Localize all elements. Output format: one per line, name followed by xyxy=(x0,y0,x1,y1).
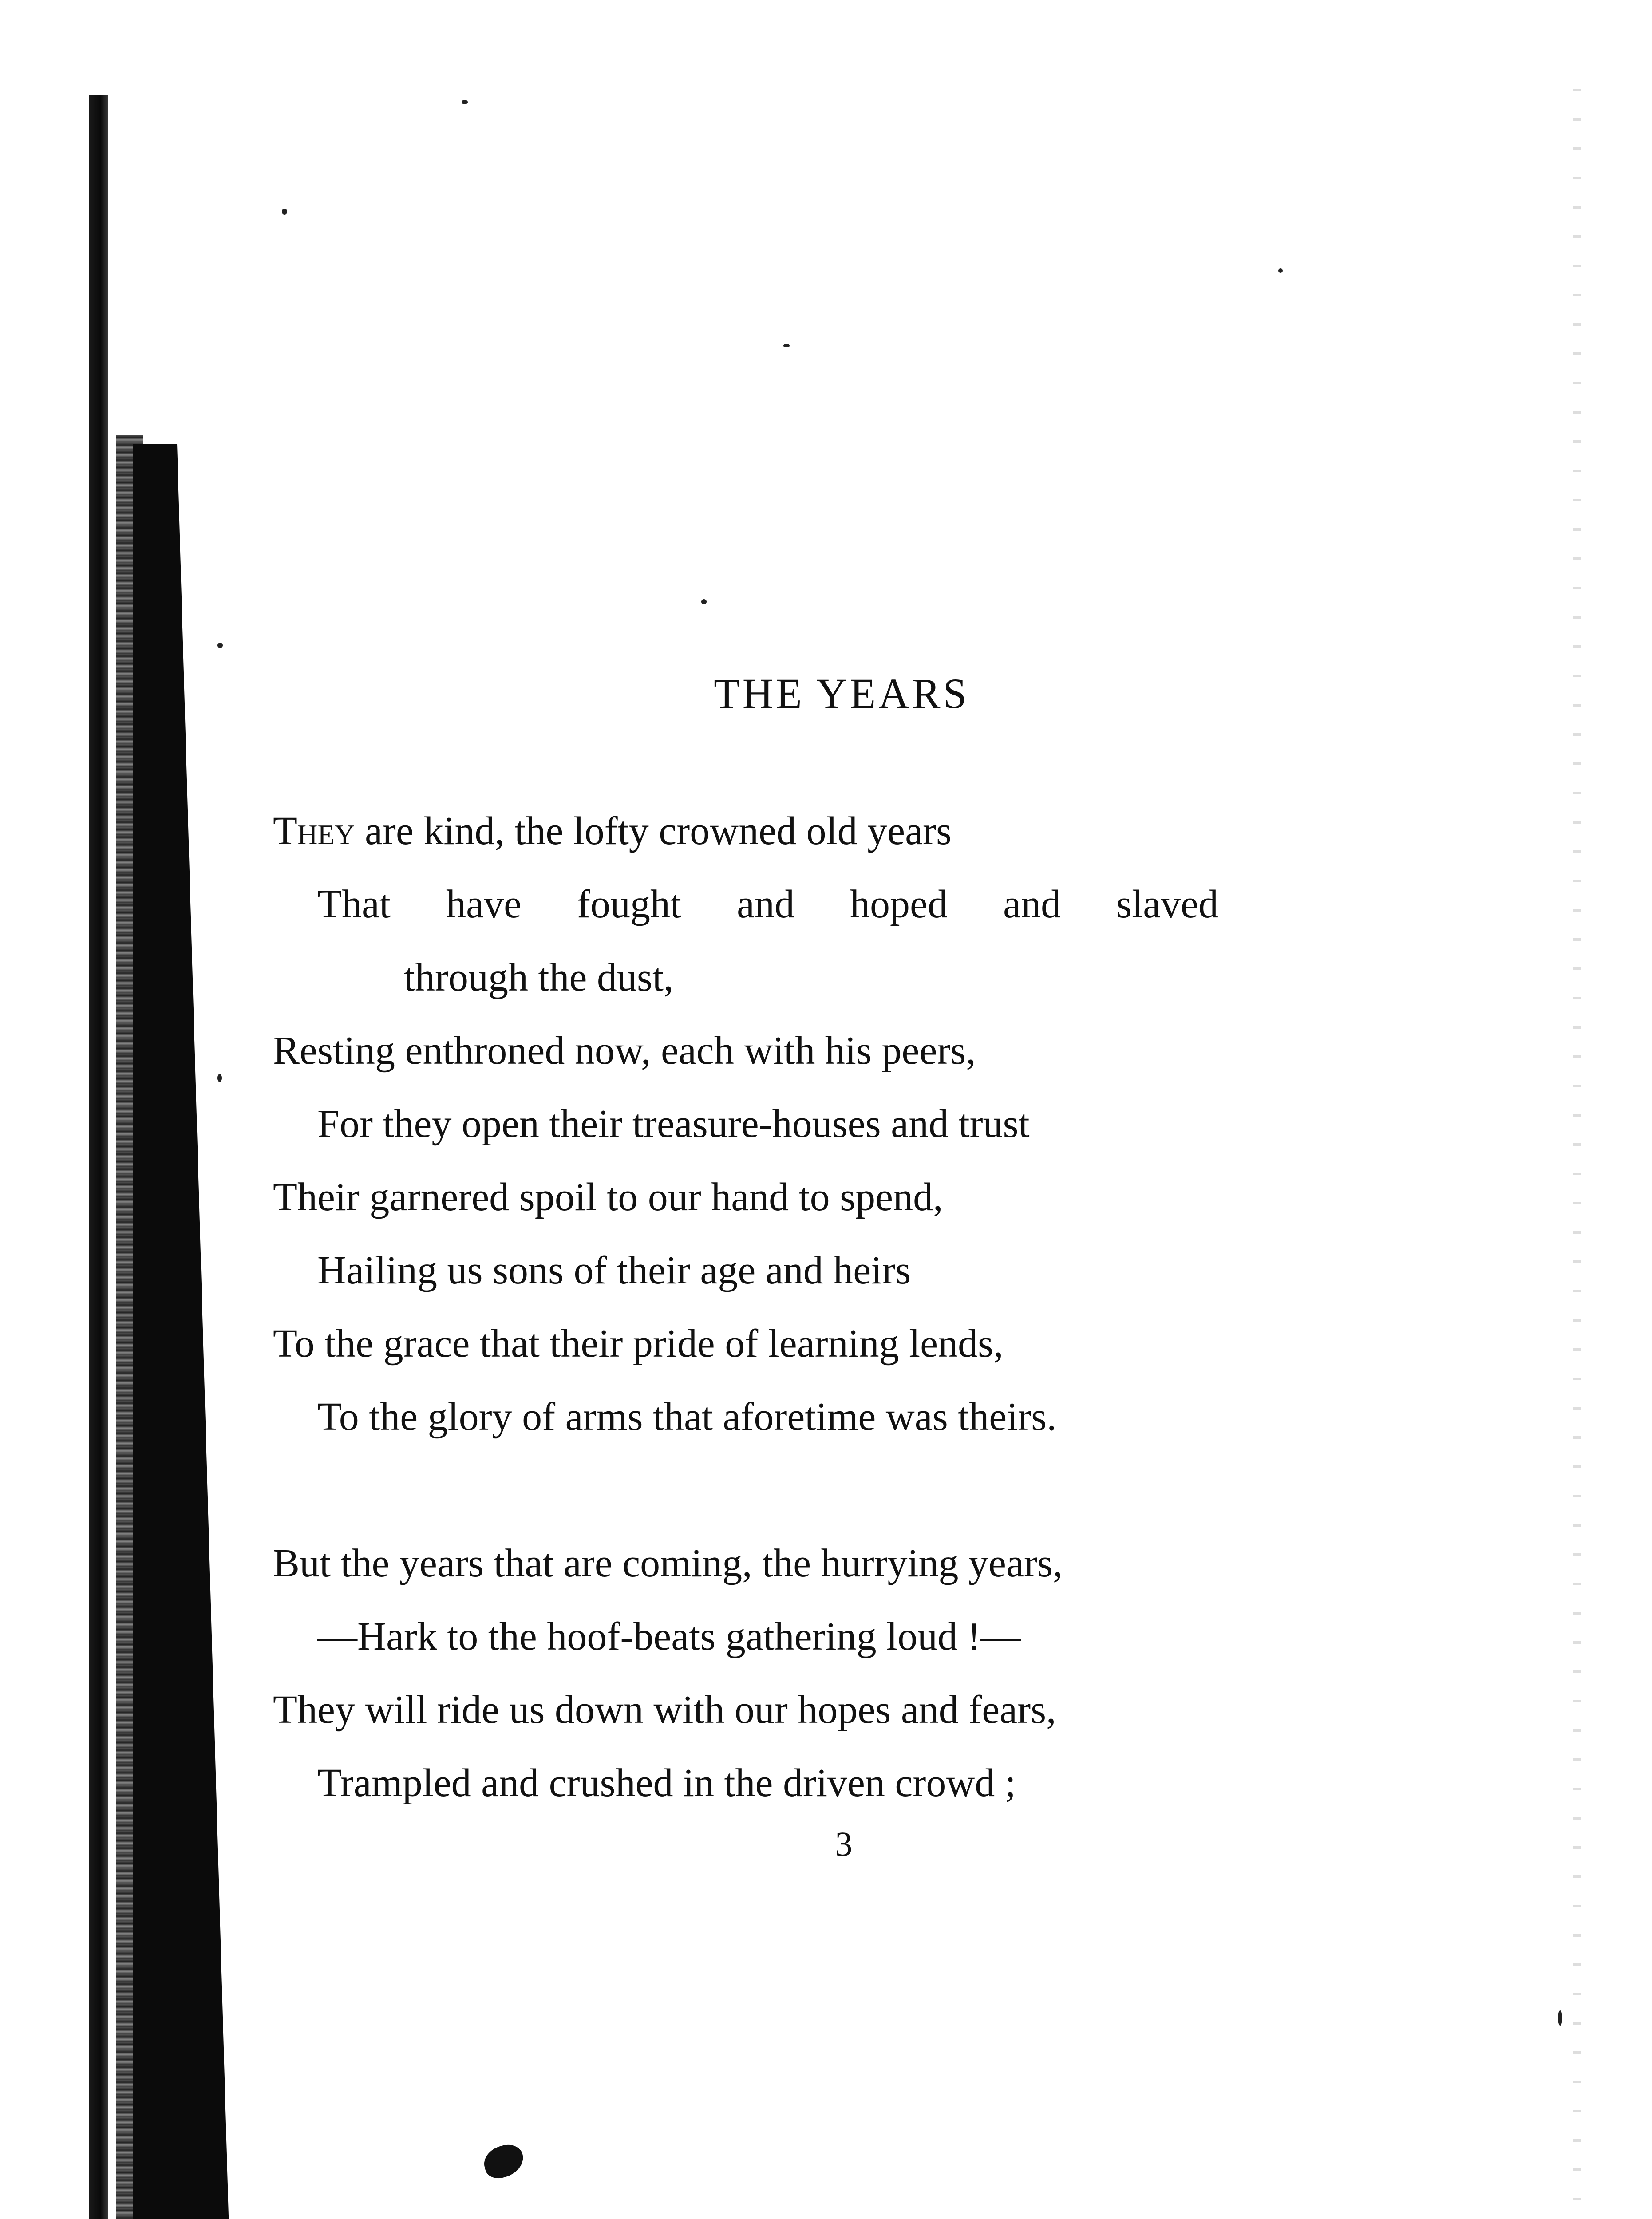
scan-speck xyxy=(701,599,707,604)
scan-speck xyxy=(1278,268,1283,273)
poem-word: That xyxy=(317,882,391,926)
poem-line: Resting enthroned now, each with his peers, xyxy=(273,1029,976,1073)
stanza-1 xyxy=(273,794,1218,1453)
scan-spine-shadow xyxy=(89,95,108,2219)
poem-word: hoped xyxy=(850,882,948,926)
poem-line: through the dust, xyxy=(404,956,674,999)
poem-line: Trampled and crushed in the driven crowd ; xyxy=(317,1761,1016,1805)
first-line-rest: are kind, the lofty crowned old years xyxy=(355,809,952,853)
poem-line: But the years that are coming, the hurrying years, xyxy=(273,1541,1063,1585)
scan-speck xyxy=(282,209,287,215)
scan-speck xyxy=(1558,2010,1562,2026)
scan-speck xyxy=(217,643,223,648)
poem-line xyxy=(273,794,1218,868)
page-number: 3 xyxy=(835,1824,853,1863)
poem-line: To the glory of arms that aforetime was theirs. xyxy=(317,1395,1057,1439)
poem-title: THE YEARS xyxy=(714,670,969,717)
scan-speck xyxy=(217,1074,222,1082)
poem-line: For they open their treasure-houses and trust xyxy=(317,1102,1030,1146)
poem-word: have xyxy=(446,882,522,926)
poem-word: and xyxy=(737,882,794,926)
ink-blot xyxy=(480,2141,527,2182)
poem-word: fought xyxy=(577,882,681,926)
scan-speck xyxy=(462,100,468,104)
poem-line: —Hark to the hoof-beats gathering loud !— xyxy=(317,1615,1021,1658)
stanza-2 xyxy=(273,1527,1218,1820)
poem-line-justified xyxy=(273,868,1218,941)
poem-line: Their garnered spoil to our hand to spend, xyxy=(273,1175,943,1219)
poem-word: and xyxy=(1003,882,1061,926)
poem-word: slaved xyxy=(1116,882,1218,926)
poem-line: Hailing us sons of their age and heirs xyxy=(317,1248,911,1292)
poem-line: To the grace that their pride of learning lends, xyxy=(273,1322,1004,1366)
scan-speck xyxy=(783,344,790,347)
scan-right-edge xyxy=(1573,62,1581,2219)
first-word: They xyxy=(273,809,355,853)
poem-line: They will ride us down with our hopes and fears, xyxy=(273,1688,1056,1732)
